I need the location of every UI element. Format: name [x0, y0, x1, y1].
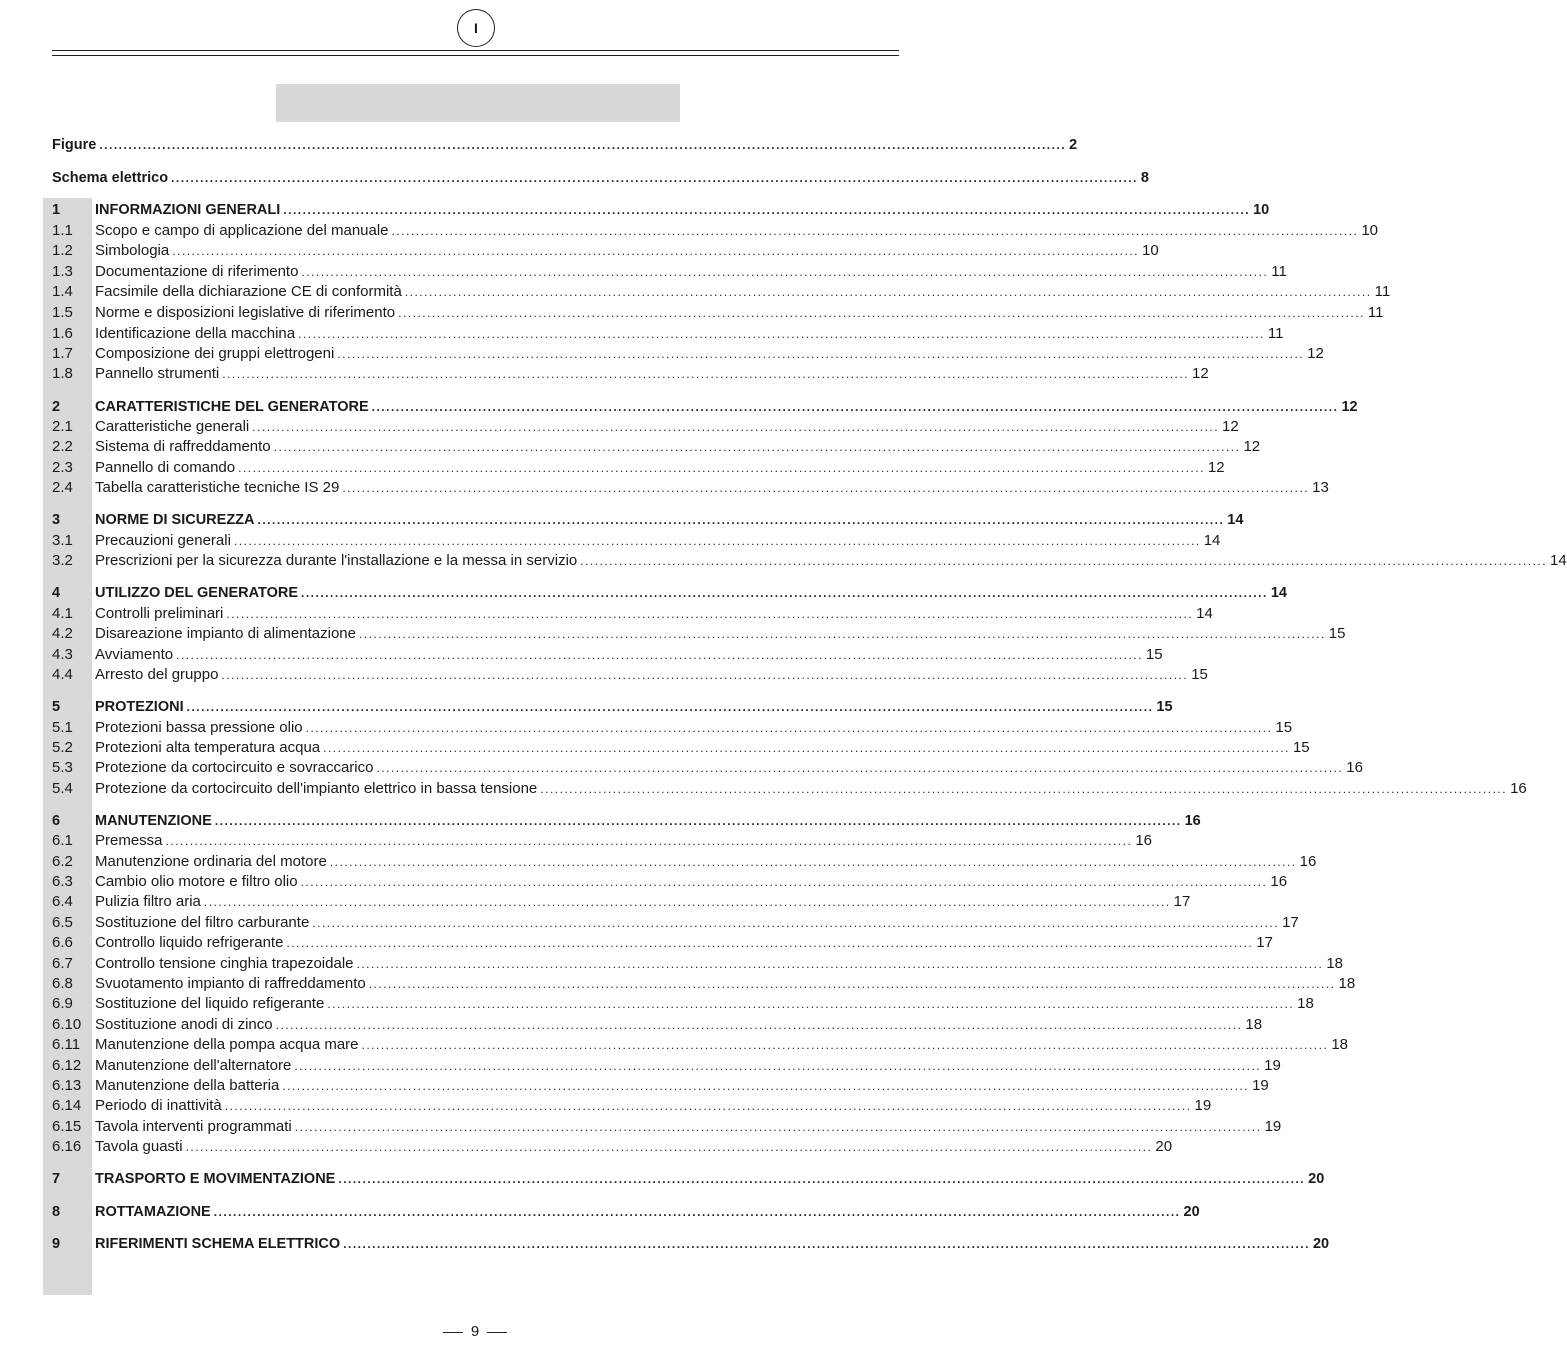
- toc-entry-number: 2.4: [52, 479, 73, 496]
- toc-entry[interactable]: [52, 417, 1239, 437]
- toc-entry[interactable]: [52, 262, 1287, 282]
- toc-entry-number: 6.8: [52, 975, 73, 992]
- toc-dot-leader: ........................................................................................................................................................................................................: [172, 244, 1140, 258]
- toc-dot-leader: ........................................................................................................................................................................................................: [371, 400, 1339, 414]
- toc-dot-leader: ........................................................................................................................................................................................................: [329, 855, 1297, 869]
- toc-entry-title: Composizione dei gruppi elettrogeni: [95, 345, 335, 362]
- toc-entry-page: 17: [1282, 914, 1299, 931]
- toc-entry-title: Precauzioni generali: [95, 532, 231, 549]
- toc-entry[interactable]: [52, 624, 1346, 644]
- toc-entry-number: 5.1: [52, 719, 73, 736]
- toc-entry[interactable]: [52, 397, 1358, 417]
- toc-entry[interactable]: [52, 1169, 1325, 1189]
- toc-entry-page: 15: [1275, 719, 1293, 736]
- toc-entry-number: 1: [52, 202, 61, 218]
- footer-dash-left: [443, 1332, 463, 1333]
- toc-entry-page: 12: [1341, 399, 1358, 415]
- toc-entry[interactable]: [52, 954, 1343, 974]
- toc-entry-page: 16: [1346, 759, 1363, 776]
- toc-entry[interactable]: [52, 1234, 1330, 1254]
- toc-dot-leader: ........................................................................................................................................................................................................: [185, 1140, 1153, 1154]
- toc-dot-leader: ........................................................................................................................................................................................................: [282, 1079, 1250, 1093]
- toc-dot-leader: ........................................................................................................................................................................................................: [186, 700, 1154, 714]
- toc-entry-page: 2: [1069, 137, 1078, 153]
- toc-entry-title: Protezione da cortocircuito e sovraccarico: [95, 759, 374, 776]
- toc-entry-page: 18: [1338, 975, 1356, 992]
- toc-entry-page: 12: [1192, 365, 1209, 382]
- toc-dot-leader: ........................................................................................................................................................................................................: [398, 306, 1365, 320]
- toc-entry-number: 3.2: [52, 552, 73, 569]
- toc-entry-title: Documentazione di riferimento: [95, 263, 299, 280]
- toc-entry-number: 1.8: [52, 365, 73, 382]
- toc-entry-page: 19: [1264, 1118, 1282, 1135]
- toc-dot-leader: ........................................................................................................................................................................................................: [342, 481, 1310, 495]
- toc-entry-title: Scopo e campo di applicazione del manuale: [95, 222, 389, 239]
- toc-entry-title: Protezioni alta temperatura acqua: [95, 739, 321, 756]
- toc-entry-number: 4.1: [52, 605, 73, 622]
- toc-entry[interactable]: [52, 665, 1208, 685]
- toc-dot-leader: ........................................................................................................................................................................................................: [338, 1172, 1306, 1186]
- toc-entry[interactable]: [52, 697, 1173, 717]
- toc-entry[interactable]: [52, 344, 1324, 364]
- toc-entry-title: CARATTERISTICHE DEL GENERATORE: [95, 399, 369, 415]
- toc-dot-leader: ........................................................................................................................................................................................................: [391, 224, 1359, 238]
- toc-entry-page: 11: [1367, 304, 1384, 321]
- toc-entry[interactable]: [52, 758, 1363, 778]
- toc-entry-number: 6.3: [52, 873, 73, 890]
- toc-entry-title: Sostituzione anodi di zinco: [95, 1016, 273, 1033]
- toc-entry[interactable]: [52, 324, 1284, 344]
- toc-entry-page: 15: [1191, 666, 1208, 683]
- toc-entry-page: 13: [1312, 479, 1329, 496]
- toc-entry-title: RIFERIMENTI SCHEMA ELETTRICO: [95, 1236, 341, 1252]
- toc-dot-leader: ........................................................................................................................................................................................................: [222, 367, 1190, 381]
- toc-entry-number: 6.6: [52, 934, 73, 951]
- toc-dot-leader: ........................................................................................................................................................................................................: [252, 420, 1220, 434]
- language-badge: [457, 9, 495, 47]
- toc-entry-title: Manutenzione della batteria: [95, 1077, 280, 1094]
- toc-entry-title: Schema elettrico: [52, 170, 169, 186]
- toc-entry[interactable]: [52, 221, 1379, 241]
- toc-dot-leader: ........................................................................................................................................................................................................: [275, 1018, 1243, 1032]
- toc-dot-leader: ........................................................................................................................................................................................................: [580, 554, 1548, 568]
- toc-entry-number: 6.2: [52, 853, 73, 870]
- toc-entry[interactable]: [52, 364, 1209, 384]
- toc-dot-leader: ........................................................................................................................................................................................................: [294, 1120, 1262, 1134]
- toc-entry-number: 1.1: [52, 222, 73, 239]
- toc-entry-page: 14: [1550, 552, 1567, 569]
- toc-entry-title: Pannello di comando: [95, 459, 236, 476]
- toc-entry[interactable]: [52, 994, 1314, 1014]
- toc-entry-number: 4.4: [52, 666, 73, 683]
- toc-entry-number: 6.10: [52, 1016, 82, 1033]
- toc-entry-page: 10: [1253, 202, 1270, 218]
- toc-entry-number: 1.5: [52, 304, 73, 321]
- toc-entry-number: 6.4: [52, 893, 73, 910]
- toc-entry-title: Disareazione impianto di alimentazione: [95, 625, 356, 642]
- toc-entry-number: 6.5: [52, 914, 73, 931]
- toc-entry-title: Figure: [52, 137, 97, 153]
- toc-entry-title: Manutenzione dell'alternatore: [95, 1057, 292, 1074]
- toc-entry-number: 6.14: [52, 1097, 82, 1114]
- toc-entry-title: Tavola interventi programmati: [95, 1118, 292, 1135]
- toc-entry-page: 19: [1264, 1057, 1281, 1074]
- toc-entry-page: 17: [1256, 934, 1273, 951]
- toc-entry-number: 1.3: [52, 263, 73, 280]
- toc-entry-page: 20: [1312, 1236, 1330, 1252]
- toc-dot-leader: ........................................................................................................................................................................................................: [337, 347, 1305, 361]
- toc-entry-page: 18: [1245, 1016, 1263, 1033]
- toc-entry-title: Avviamento: [95, 646, 174, 663]
- toc-entry-number: 6.11: [52, 1036, 81, 1053]
- toc-entry-title: Protezioni bassa pressione olio: [95, 719, 303, 736]
- toc-dot-leader: ........................................................................................................................................................................................................: [226, 607, 1194, 621]
- toc-entry-number: 9: [52, 1236, 61, 1252]
- toc-dot-leader: ........................................................................................................................................................................................................: [224, 1099, 1192, 1113]
- toc-entry-number: 4.2: [52, 625, 73, 642]
- toc-dot-leader: ........................................................................................................................................................................................................: [358, 627, 1326, 641]
- toc-entry-number: 6: [52, 813, 61, 829]
- toc-entry-title: Controllo tensione cinghia trapezoidale: [95, 955, 354, 972]
- toc-entry-number: 6.15: [52, 1118, 82, 1135]
- toc-entry-page: 16: [1510, 780, 1527, 797]
- toc-entry-number: 6.9: [52, 995, 73, 1012]
- toc-entry-number: 1.7: [52, 345, 73, 362]
- toc-dot-leader: ........................................................................................................................................................................................................: [214, 814, 1182, 828]
- toc-entry-title: UTILIZZO DEL GENERATORE: [95, 585, 299, 601]
- toc-entry[interactable]: [52, 282, 1391, 302]
- toc-dot-leader: ........................................................................................................................................................................................................: [368, 977, 1336, 991]
- toc-entry-page: 14: [1270, 585, 1287, 601]
- toc-dot-leader: ........................................................................................................................................................................................................: [300, 875, 1268, 889]
- toc-entry[interactable]: [52, 811, 1201, 831]
- toc-entry-number: 3.1: [52, 532, 73, 549]
- toc-entry-title: Caratteristiche generali: [95, 418, 250, 435]
- toc-entry-page: 11: [1267, 325, 1284, 342]
- toc-entry[interactable]: [52, 852, 1317, 872]
- toc-entry-page: 16: [1184, 813, 1201, 829]
- toc-dot-leader: ........................................................................................................................................................................................................: [294, 1059, 1262, 1073]
- toc-entry-title: Arresto del gruppo: [95, 666, 219, 683]
- toc-entry[interactable]: [52, 1076, 1269, 1096]
- toc-dot-leader: ........................................................................................................................................................................................................: [305, 721, 1273, 735]
- toc-dot-leader: ........................................................................................................................................................................................................: [343, 1237, 1310, 1251]
- toc-entry-number: 5: [52, 699, 61, 715]
- toc-entry[interactable]: [52, 510, 1244, 530]
- toc-entry-page: 19: [1194, 1097, 1212, 1114]
- toc-entry-number: 8: [52, 1204, 61, 1220]
- toc-entry[interactable]: [52, 718, 1293, 738]
- toc-entry-title: Premessa: [95, 832, 163, 849]
- toc-entry-page: 11: [1374, 283, 1391, 300]
- toc-entry-title: Controllo liquido refrigerante: [95, 934, 284, 951]
- toc-entry-page: 14: [1227, 512, 1244, 528]
- toc-entry-title: Pulizia filtro aria: [95, 893, 201, 910]
- toc-entry[interactable]: [52, 168, 1149, 188]
- toc-entry-page: 18: [1331, 1036, 1348, 1053]
- toc-entry[interactable]: [52, 303, 1384, 323]
- toc-dot-leader: ........................................................................................................................................................................................................: [323, 741, 1290, 755]
- toc-dot-leader: ........................................................................................................................................................................................................: [376, 761, 1344, 775]
- toc-entry-number: 1.4: [52, 283, 73, 300]
- toc-entry-number: 6.7: [52, 955, 73, 972]
- toc-dot-leader: ........................................................................................................................................................................................................: [298, 327, 1265, 341]
- toc-entry-title: INFORMAZIONI GENERALI: [95, 202, 281, 218]
- toc-entry[interactable]: [52, 437, 1261, 457]
- toc-entry-title: Sistema di raffreddamento: [95, 438, 271, 455]
- toc-entry-number: 6.16: [52, 1138, 82, 1155]
- toc-entry-page: 12: [1222, 418, 1239, 435]
- toc-entry[interactable]: [52, 892, 1191, 912]
- toc-entry[interactable]: [52, 1056, 1281, 1076]
- toc-entry-title: Protezione da cortocircuito dell'impianto elettrico in bassa tensione: [95, 780, 538, 797]
- toc-entry-page: 15: [1145, 646, 1163, 663]
- toc-entry-title: Tabella caratteristiche tecniche IS 29: [95, 479, 340, 496]
- toc-entry-page: 12: [1243, 438, 1261, 455]
- toc-dot-leader: ........................................................................................................................................................................................................: [203, 895, 1171, 909]
- toc-entry-title: Cambio olio motore e filtro olio: [95, 873, 298, 890]
- toc-dot-leader: ........................................................................................................................................................................................................: [221, 668, 1189, 682]
- toc-entry[interactable]: [52, 1137, 1173, 1157]
- toc-entry[interactable]: [52, 241, 1159, 261]
- toc-entry-page: 10: [1361, 222, 1379, 239]
- toc-dot-leader: ........................................................................................................................................................................................................: [238, 461, 1205, 475]
- toc-dot-leader: ........................................................................................................................................................................................................: [99, 138, 1067, 152]
- toc-entry-page: 18: [1326, 955, 1343, 972]
- toc-dot-leader: ........................................................................................................................................................................................................: [273, 440, 1241, 454]
- toc-entry[interactable]: [52, 779, 1527, 799]
- toc-entry[interactable]: [52, 974, 1356, 994]
- toc-entry-title: Simbologia: [95, 242, 170, 259]
- toc-entry-page: 16: [1135, 832, 1153, 849]
- toc-dot-leader: ........................................................................................................................................................................................................: [233, 534, 1201, 548]
- toc-entry[interactable]: [52, 531, 1221, 551]
- toc-entry-title: Prescrizioni per la sicurezza durante l'installazione e la messa in servizio: [95, 552, 578, 569]
- toc-entry-title: Svuotamento impianto di raffreddamento: [95, 975, 366, 992]
- toc-entry-page: 18: [1297, 995, 1314, 1012]
- toc-entry-title: NORME DI SICUREZZA: [95, 512, 255, 528]
- toc-entry-title: Sostituzione del liquido refigerante: [95, 995, 325, 1012]
- toc-entry-title: Norme e disposizioni legislative di riferimento: [95, 304, 396, 321]
- toc-entry[interactable]: [52, 831, 1153, 851]
- toc-dot-leader: ........................................................................................................................................................................................................: [327, 997, 1295, 1011]
- toc-entry-number: 1.6: [52, 325, 73, 342]
- toc-entry-page: 11: [1271, 263, 1287, 280]
- toc-entry-title: Identificazione della macchina: [95, 325, 296, 342]
- toc-entry-title: Manutenzione ordinaria del motore: [95, 853, 327, 870]
- header-rule-bottom: [52, 55, 899, 56]
- toc-dot-leader: ........................................................................................................................................................................................................: [286, 936, 1254, 950]
- toc-entry[interactable]: [52, 200, 1270, 220]
- toc-entry-page: 16: [1270, 873, 1288, 890]
- toc-dot-leader: ........................................................................................................................................................................................................: [301, 586, 1268, 600]
- toc-entry-page: 14: [1203, 532, 1221, 549]
- toc-dot-leader: ........................................................................................................................................................................................................: [176, 648, 1143, 662]
- toc-entry-page: 20: [1183, 1204, 1200, 1220]
- toc-entry-number: 5.3: [52, 759, 73, 776]
- toc-entry[interactable]: [52, 583, 1287, 603]
- toc-entry-title: Controlli preliminari: [95, 605, 224, 622]
- toc-entry[interactable]: [52, 1096, 1212, 1116]
- toc-entry-title: MANUTENZIONE: [95, 813, 212, 829]
- toc-entry-number: 5.4: [52, 780, 73, 797]
- toc-entry-page: 10: [1142, 242, 1159, 259]
- toc-entry-title: Sostituzione del filtro carburante: [95, 914, 310, 931]
- toc-entry-title: Pannello strumenti: [95, 365, 220, 382]
- toc-dot-leader: ........................................................................................................................................................................................................: [257, 513, 1225, 527]
- toc-entry-number: 2: [52, 399, 61, 415]
- toc-entry[interactable]: [52, 1117, 1282, 1137]
- toc-entry-number: 2.2: [52, 438, 73, 455]
- toc-title-box: [276, 84, 680, 122]
- toc-entry[interactable]: [52, 478, 1329, 498]
- toc-entry-title: TRASPORTO E MOVIMENTAZIONE: [95, 1171, 336, 1187]
- toc-dot-leader: ........................................................................................................................................................................................................: [540, 782, 1508, 796]
- toc-entry[interactable]: [52, 604, 1213, 624]
- toc-entry-title: Manutenzione della pompa acqua mare: [95, 1036, 359, 1053]
- toc-entry[interactable]: [52, 872, 1288, 892]
- toc-entry-page: 15: [1156, 699, 1173, 715]
- toc-entry-number: 2.3: [52, 459, 73, 476]
- toc-entry-page: 15: [1328, 625, 1346, 642]
- toc-entry[interactable]: [52, 913, 1299, 933]
- toc-dot-leader: ........................................................................................................................................................................................................: [171, 171, 1138, 185]
- toc-entry-number: 5.2: [52, 739, 73, 756]
- toc-dot-leader: ........................................................................................................................................................................................................: [283, 203, 1251, 217]
- toc-entry-page: 8: [1140, 170, 1149, 186]
- toc-dot-leader: ........................................................................................................................................................................................................: [165, 834, 1133, 848]
- toc-dot-leader: ........................................................................................................................................................................................................: [213, 1205, 1181, 1219]
- toc-entry-page: 20: [1308, 1171, 1325, 1187]
- toc-entry-page: 14: [1196, 605, 1213, 622]
- toc-entry[interactable]: [52, 1035, 1348, 1055]
- toc-entry-number: 6.1: [52, 832, 73, 849]
- toc-entry-title: ROTTAMAZIONE: [95, 1204, 211, 1220]
- toc-entry[interactable]: [52, 933, 1273, 953]
- toc-entry[interactable]: [52, 135, 1078, 155]
- toc-entry-page: 17: [1173, 893, 1191, 910]
- toc-entry-page: 12: [1307, 345, 1324, 362]
- toc-entry-page: 16: [1299, 853, 1317, 870]
- toc-entry[interactable]: [52, 645, 1163, 665]
- toc-entry-number: 6.13: [52, 1077, 82, 1094]
- toc-entry-number: 7: [52, 1171, 61, 1187]
- toc-entry-number: 2.1: [52, 418, 73, 435]
- toc-dot-leader: ........................................................................................................................................................................................................: [301, 265, 1269, 279]
- toc-entry-page: 19: [1252, 1077, 1269, 1094]
- toc-entry[interactable]: [52, 458, 1225, 478]
- toc-entry-page: 12: [1207, 459, 1225, 476]
- toc-dot-leader: ........................................................................................................................................................................................................: [404, 285, 1372, 299]
- toc-dot-leader: ........................................................................................................................................................................................................: [312, 916, 1280, 930]
- language-label: I: [474, 20, 478, 36]
- toc-entry-page: 15: [1292, 739, 1310, 756]
- toc-entry-number: 4.3: [52, 646, 73, 663]
- page-number: 9: [470, 1323, 480, 1340]
- toc-entry-title: Tavola guasti: [95, 1138, 183, 1155]
- toc-dot-leader: ........................................................................................................................................................................................................: [356, 957, 1324, 971]
- footer-dash-right: [487, 1332, 507, 1333]
- toc-entry-number: 1.2: [52, 242, 73, 259]
- toc-entry-title: Facsimile della dichiarazione CE di conformità: [95, 283, 402, 300]
- toc-entry-number: 6.12: [52, 1057, 82, 1074]
- toc-entry-number: 4: [52, 585, 61, 601]
- toc-dot-leader: ........................................................................................................................................................................................................: [361, 1038, 1329, 1052]
- toc-entry[interactable]: [52, 551, 1567, 571]
- toc-entry[interactable]: [52, 1202, 1200, 1222]
- toc-entry[interactable]: [52, 738, 1310, 758]
- toc-entry[interactable]: [52, 1015, 1263, 1035]
- toc-entry-title: Periodo di inattività: [95, 1097, 222, 1114]
- toc-entry-page: 20: [1155, 1138, 1173, 1155]
- page-footer: [0, 1323, 950, 1340]
- toc-entry-title: PROTEZIONI: [95, 699, 184, 715]
- header-rule-top: [52, 50, 899, 51]
- toc-entry-number: 3: [52, 512, 61, 528]
